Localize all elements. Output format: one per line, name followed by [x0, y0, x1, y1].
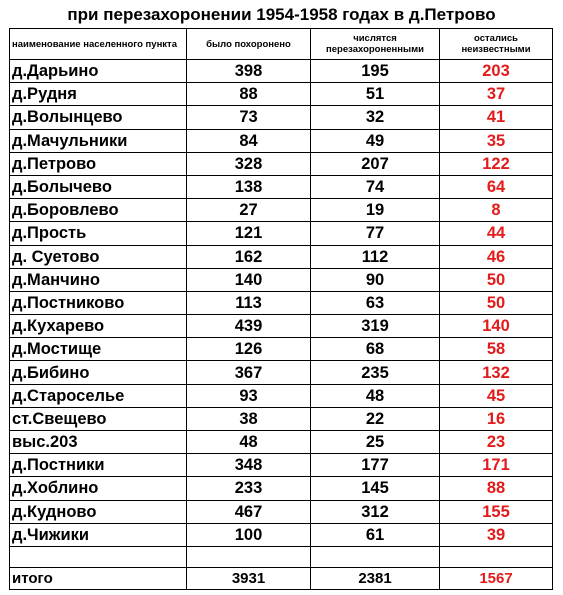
- buried-cell: 138: [187, 175, 311, 198]
- buried-cell: 233: [187, 477, 311, 500]
- reburied-cell: 68: [311, 338, 440, 361]
- buried-cell: 467: [187, 500, 311, 523]
- unknown-cell: 50: [440, 291, 553, 314]
- unknown-cell: 122: [440, 152, 553, 175]
- unknown-cell: 37: [440, 83, 553, 106]
- settlement-name-cell: д.Кудново: [10, 500, 187, 523]
- table-row: [10, 60, 553, 83]
- total-label: итого: [10, 567, 187, 589]
- buried-cell: 73: [187, 106, 311, 129]
- unknown-cell: 64: [440, 175, 553, 198]
- table-row: [10, 83, 553, 106]
- table-body: [10, 29, 553, 590]
- empty-cell: [311, 546, 440, 567]
- settlement-name-cell: д.Бибино: [10, 361, 187, 384]
- empty-row: [10, 546, 553, 567]
- table-row: [10, 338, 553, 361]
- unknown-cell: 44: [440, 222, 553, 245]
- table-row: [10, 431, 553, 454]
- unknown-cell: 45: [440, 384, 553, 407]
- total-row: [10, 567, 553, 589]
- reburied-cell: 319: [311, 315, 440, 338]
- table-row: [10, 106, 553, 129]
- table-row: [10, 361, 553, 384]
- empty-cell: [10, 546, 187, 567]
- reburied-cell: 63: [311, 291, 440, 314]
- header-reburied: числятся перезахороненными: [311, 29, 440, 60]
- unknown-cell: 16: [440, 407, 553, 430]
- page-title: при перезахоронении 1954-1958 годах в д.Петрово: [67, 5, 496, 24]
- settlement-name-cell: д.Мостище: [10, 338, 187, 361]
- unknown-cell: 140: [440, 315, 553, 338]
- buried-cell: 121: [187, 222, 311, 245]
- settlement-name-cell: д.Боровлево: [10, 199, 187, 222]
- reburied-cell: 112: [311, 245, 440, 268]
- buried-cell: 84: [187, 129, 311, 152]
- settlement-name-cell: д.Постниково: [10, 291, 187, 314]
- reburied-cell: 49: [311, 129, 440, 152]
- buried-cell: 367: [187, 361, 311, 384]
- table-header-row: [10, 29, 553, 60]
- unknown-cell: 41: [440, 106, 553, 129]
- unknown-cell: 132: [440, 361, 553, 384]
- settlement-name-cell: д.Староселье: [10, 384, 187, 407]
- reburied-cell: 51: [311, 83, 440, 106]
- total-reburied: 2381: [311, 567, 440, 589]
- empty-cell: [440, 546, 553, 567]
- table-row: [10, 268, 553, 291]
- reburied-cell: 61: [311, 523, 440, 546]
- burials-table: [9, 28, 553, 590]
- settlement-name-cell: д.Волынцево: [10, 106, 187, 129]
- reburied-cell: 207: [311, 152, 440, 175]
- buried-cell: 162: [187, 245, 311, 268]
- reburied-cell: 48: [311, 384, 440, 407]
- settlement-name-cell: д.Прость: [10, 222, 187, 245]
- buried-cell: 38: [187, 407, 311, 430]
- settlement-name-cell: д.Дарьино: [10, 60, 187, 83]
- settlement-name-cell: д.Кухарево: [10, 315, 187, 338]
- reburied-cell: 195: [311, 60, 440, 83]
- buried-cell: 48: [187, 431, 311, 454]
- reburied-cell: 177: [311, 454, 440, 477]
- settlement-name-cell: д.Болычево: [10, 175, 187, 198]
- reburied-cell: 74: [311, 175, 440, 198]
- reburied-cell: 32: [311, 106, 440, 129]
- table-row: [10, 175, 553, 198]
- unknown-cell: 171: [440, 454, 553, 477]
- total-buried: 3931: [187, 567, 311, 589]
- unknown-cell: 8: [440, 199, 553, 222]
- reburied-cell: 312: [311, 500, 440, 523]
- settlement-name-cell: д. Суетово: [10, 245, 187, 268]
- reburied-cell: 22: [311, 407, 440, 430]
- buried-cell: 126: [187, 338, 311, 361]
- buried-cell: 100: [187, 523, 311, 546]
- reburied-cell: 235: [311, 361, 440, 384]
- unknown-cell: 46: [440, 245, 553, 268]
- buried-cell: 398: [187, 60, 311, 83]
- buried-cell: 113: [187, 291, 311, 314]
- unknown-cell: 88: [440, 477, 553, 500]
- buried-cell: 328: [187, 152, 311, 175]
- buried-cell: 88: [187, 83, 311, 106]
- reburied-cell: 90: [311, 268, 440, 291]
- unknown-cell: 50: [440, 268, 553, 291]
- empty-cell: [187, 546, 311, 567]
- settlement-name-cell: ст.Свещево: [10, 407, 187, 430]
- reburied-cell: 19: [311, 199, 440, 222]
- buried-cell: 93: [187, 384, 311, 407]
- settlement-name-cell: д.Рудня: [10, 83, 187, 106]
- table-row: [10, 454, 553, 477]
- total-unknown: 1567: [440, 567, 553, 589]
- settlement-name-cell: д.Мачульники: [10, 129, 187, 152]
- table-row: [10, 129, 553, 152]
- unknown-cell: 23: [440, 431, 553, 454]
- table-row: [10, 152, 553, 175]
- settlement-name-cell: д.Манчино: [10, 268, 187, 291]
- table-row: [10, 315, 553, 338]
- table-row: [10, 245, 553, 268]
- reburied-cell: 25: [311, 431, 440, 454]
- table-row: [10, 384, 553, 407]
- buried-cell: 140: [187, 268, 311, 291]
- header-unknown: остались неизвестными: [440, 29, 553, 60]
- buried-cell: 27: [187, 199, 311, 222]
- buried-cell: 348: [187, 454, 311, 477]
- settlement-name-cell: д.Чижики: [10, 523, 187, 546]
- settlement-name-cell: д.Петрово: [10, 152, 187, 175]
- table-row: [10, 477, 553, 500]
- table-row: [10, 222, 553, 245]
- table-row: [10, 500, 553, 523]
- buried-cell: 439: [187, 315, 311, 338]
- table-row: [10, 407, 553, 430]
- table-row: [10, 291, 553, 314]
- settlement-name-cell: д.Постники: [10, 454, 187, 477]
- unknown-cell: 58: [440, 338, 553, 361]
- unknown-cell: 155: [440, 500, 553, 523]
- reburied-cell: 77: [311, 222, 440, 245]
- reburied-cell: 145: [311, 477, 440, 500]
- unknown-cell: 39: [440, 523, 553, 546]
- settlement-name-cell: д.Хоблино: [10, 477, 187, 500]
- table-row: [10, 523, 553, 546]
- settlement-name-cell: выс.203: [10, 431, 187, 454]
- header-buried: было похоронено: [187, 29, 311, 60]
- unknown-cell: 203: [440, 60, 553, 83]
- unknown-cell: 35: [440, 129, 553, 152]
- table-row: [10, 199, 553, 222]
- header-settlement-name: наименование населенного пункта: [10, 29, 187, 60]
